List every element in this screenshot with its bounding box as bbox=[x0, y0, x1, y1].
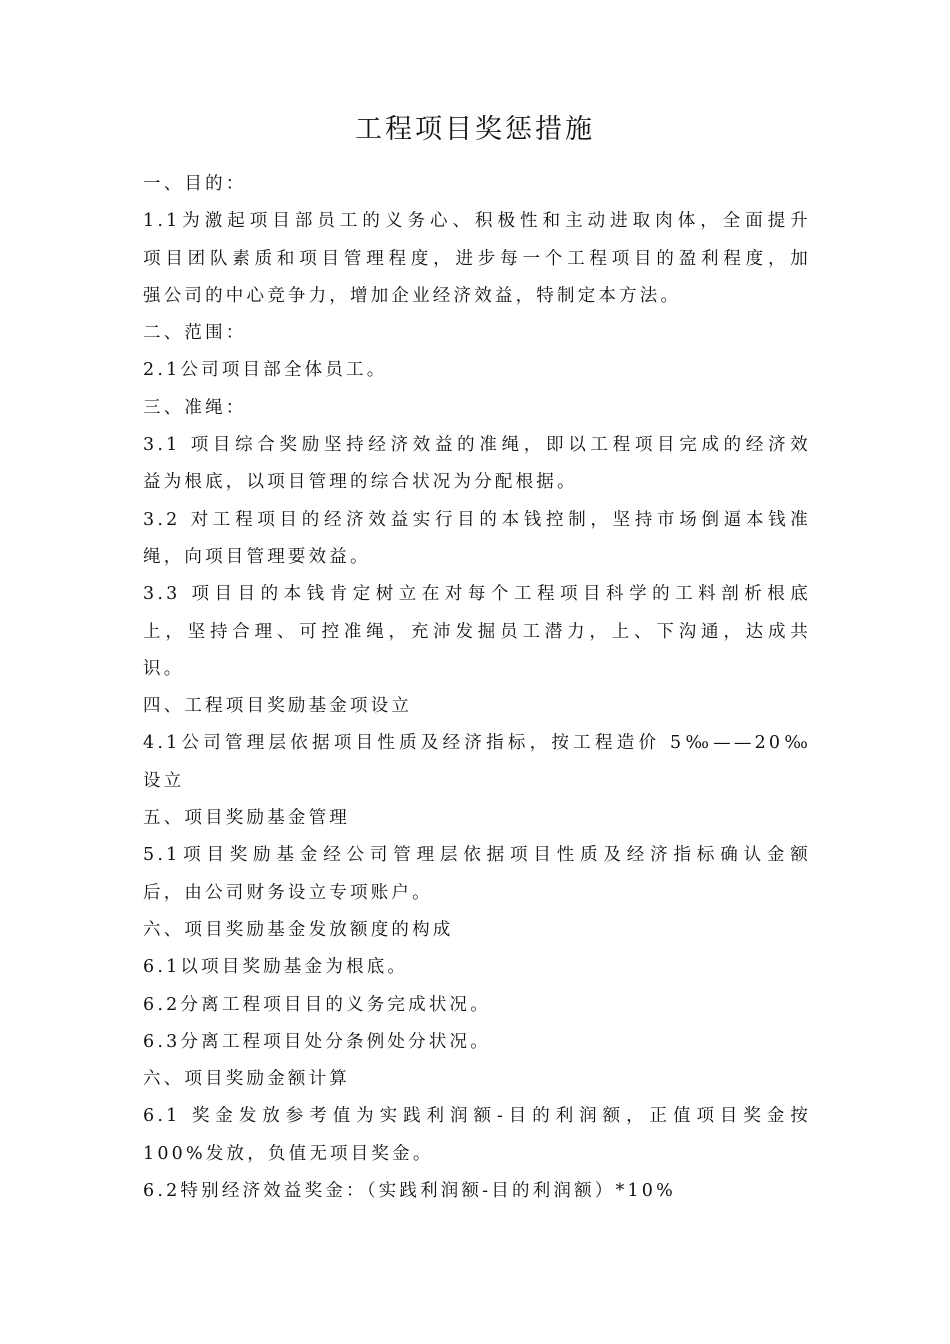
paragraph-line: 3.1 项目综合奖励坚持经济效益的准绳，即以工程项目完成的经济效 bbox=[143, 435, 811, 456]
paragraph-line: 设立 bbox=[143, 770, 185, 791]
section-heading-scope: 二、范围： bbox=[143, 323, 247, 344]
document-title: 工程项目奖惩措施 bbox=[355, 114, 595, 145]
paragraph-line: 6.1 奖金发放参考值为实践利润额-目的利润额，正值项目奖金按 bbox=[143, 1106, 811, 1127]
section-heading-fund-management: 五、项目奖励基金管理 bbox=[143, 808, 350, 829]
section-heading-purpose: 一、目的： bbox=[143, 174, 247, 194]
paragraph-line: 绳，向项目管理要效益。 bbox=[143, 546, 371, 567]
section-heading-fund-setup: 四、工程项目奖励基金项设立 bbox=[143, 696, 413, 717]
paragraph-line: 强公司的中心竞争力，增加企业经济效益，特制定本方法。 bbox=[143, 285, 682, 306]
paragraph-line: 益为根底，以项目管理的综合状况为分配根据。 bbox=[143, 472, 578, 493]
paragraph-line: 1.1为激起项目部员工的义务心、积极性和主动进取肉体，全面提升 bbox=[143, 211, 811, 232]
paragraph-line: 6.2分离工程项目目的义务完成状况。 bbox=[143, 994, 491, 1015]
paragraph-line: 后，由公司财务设立专项账户。 bbox=[143, 882, 433, 903]
section-heading-principle: 三、准绳： bbox=[143, 397, 247, 418]
paragraph-line: 4.1公司管理层依据项目性质及经济指标，按工程造价 5‰——20‰ bbox=[143, 733, 811, 754]
paragraph-line: 项目团队素质和项目管理程度，进步每一个工程项目的盈利程度，加 bbox=[143, 248, 811, 269]
paragraph-line: 2.1公司项目部全体员工。 bbox=[143, 360, 388, 381]
section-heading-fund-composition: 六、项目奖励基金发放额度的构成 bbox=[143, 919, 454, 940]
paragraph-line: 6.3分离工程项目处分条例处分状况。 bbox=[143, 1031, 491, 1052]
paragraph-line: 识。 bbox=[143, 658, 185, 679]
paragraph-line: 上，坚持合理、可控准绳，充沛发掘员工潜力，上、下沟通，达成共 bbox=[143, 621, 811, 642]
paragraph-line: 5.1项目奖励基金经公司管理层依据项目性质及经济指标确认金额 bbox=[143, 845, 811, 866]
paragraph-line: 6.2特别经济效益奖金：（实践利润额-目的利润额）*10% bbox=[143, 1181, 676, 1202]
paragraph-line: 100%发放，负值无项目奖金。 bbox=[143, 1143, 434, 1164]
paragraph-line: 6.1以项目奖励基金为根底。 bbox=[143, 957, 409, 978]
document-body bbox=[143, 166, 811, 1210]
paragraph-line: 3.3 项目目的本钱肯定树立在对每个工程项目科学的工料剖析根底 bbox=[143, 584, 811, 605]
section-heading-reward-calculation: 六、项目奖励金额计算 bbox=[143, 1069, 350, 1090]
paragraph-line: 3.2 对工程项目的经济效益实行目的本钱控制，坚持市场倒逼本钱准 bbox=[143, 509, 811, 530]
